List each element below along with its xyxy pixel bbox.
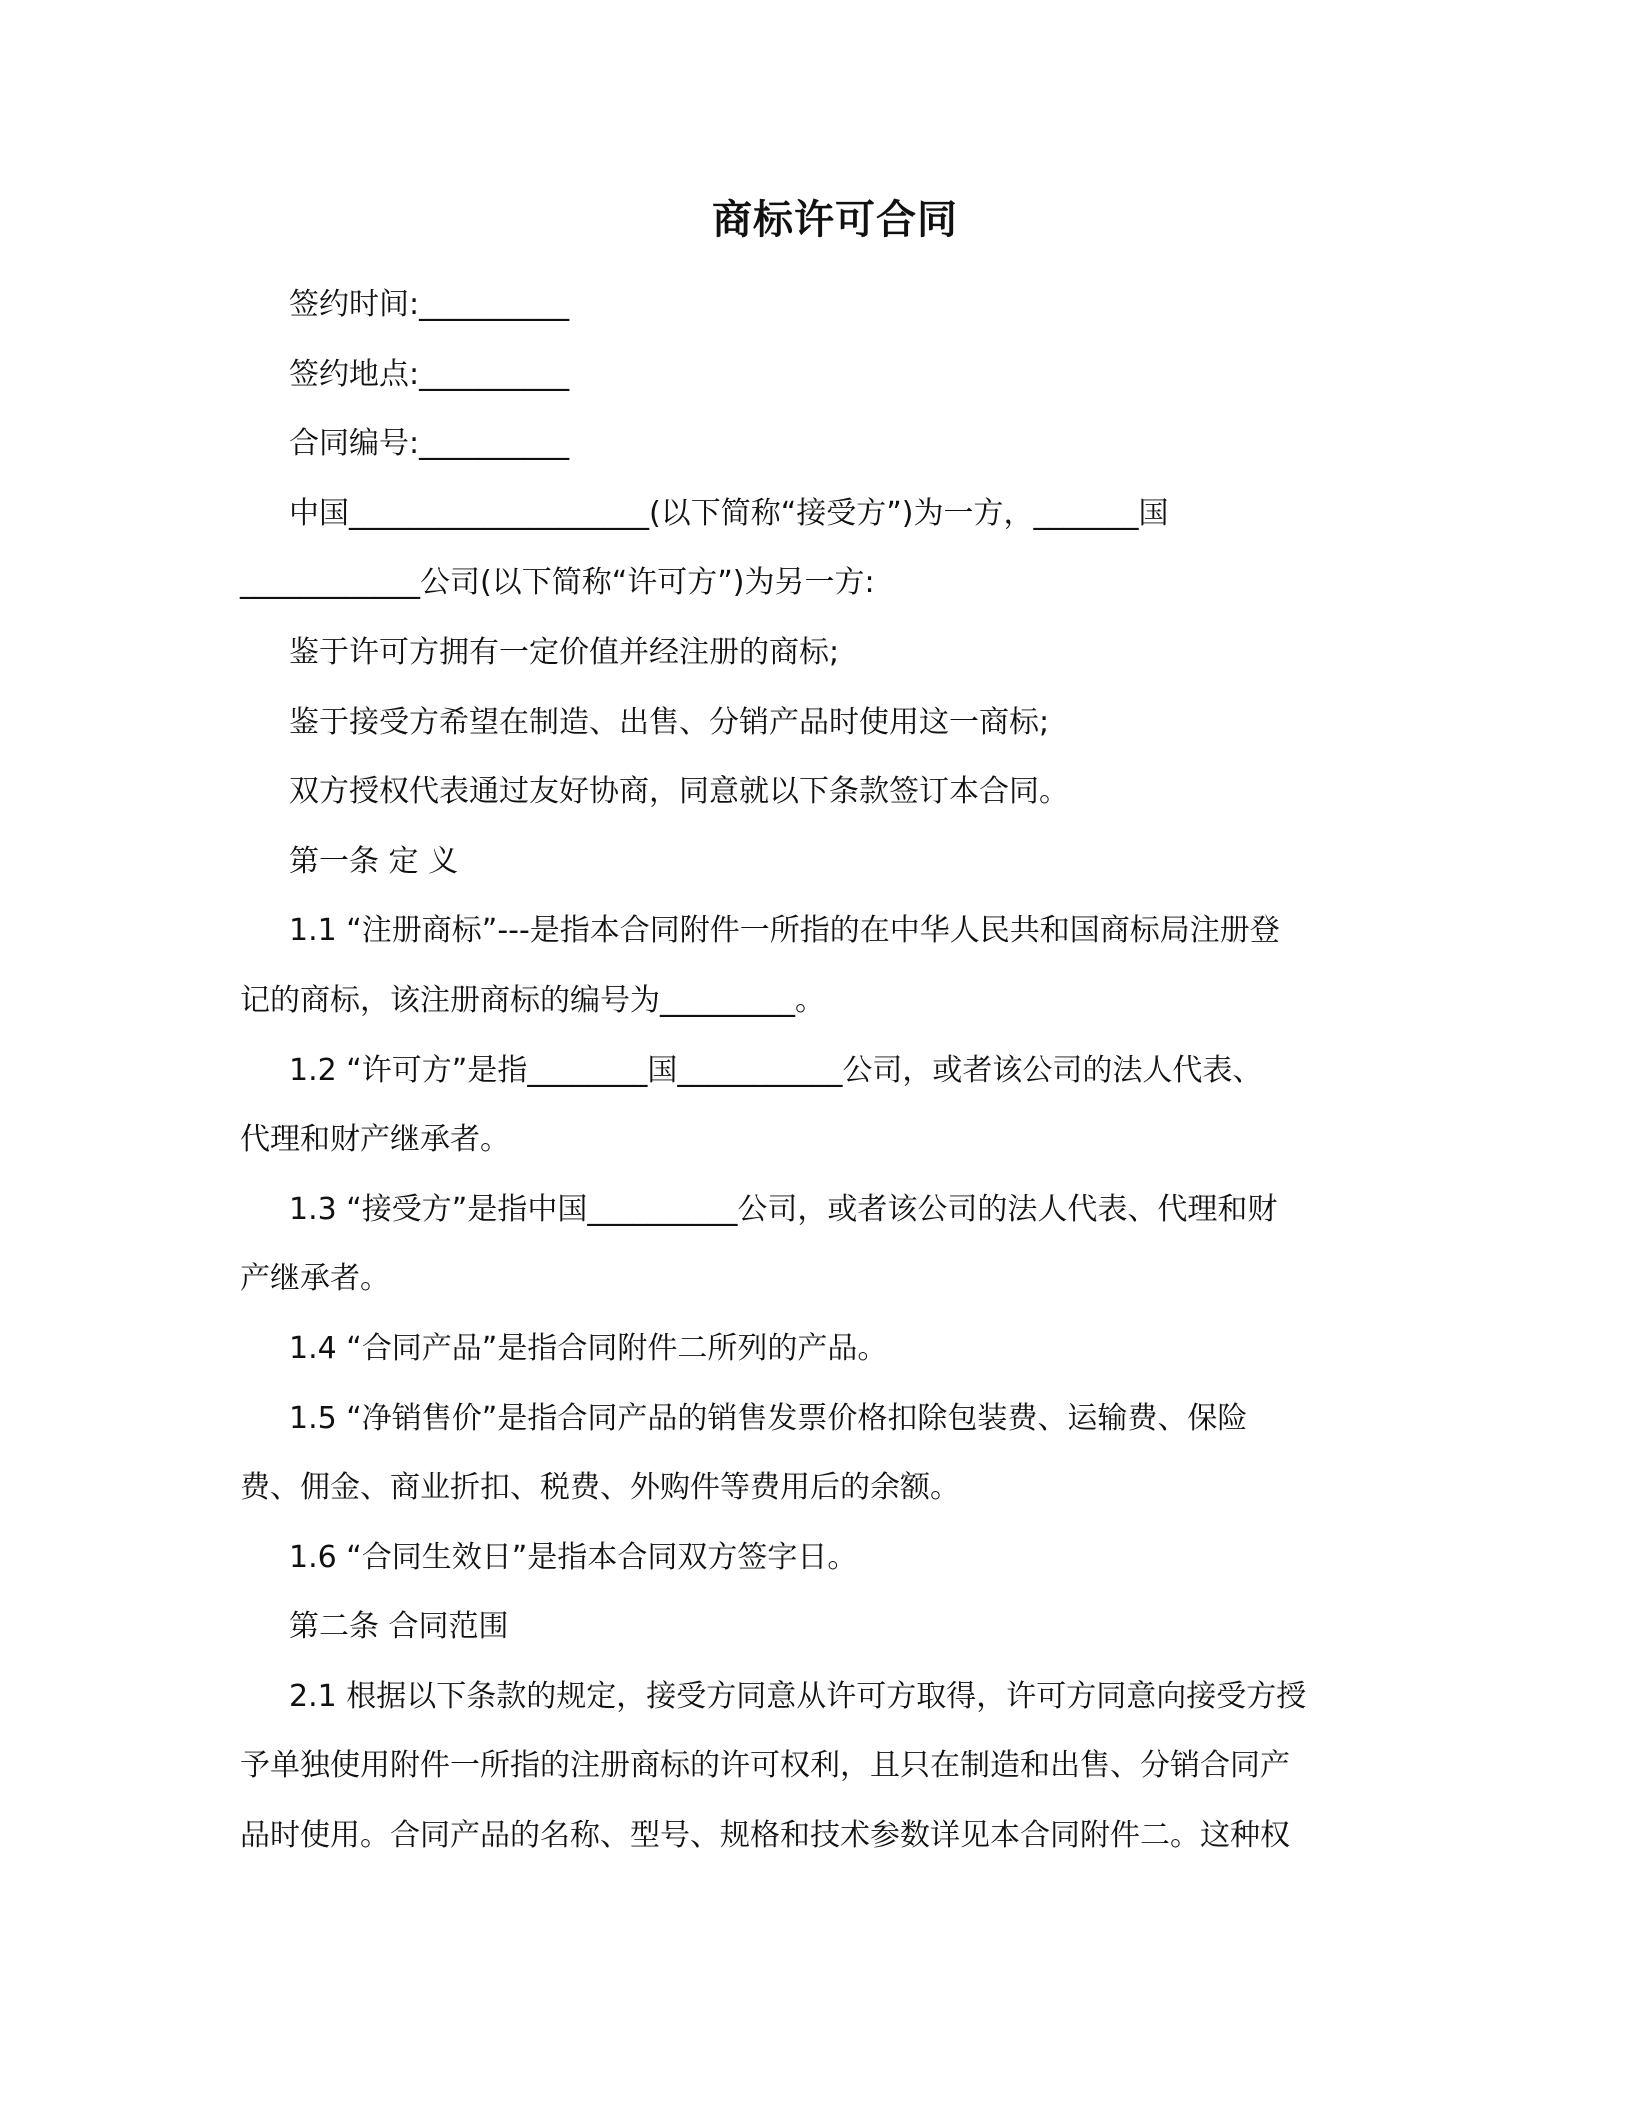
clause-1-2-line-1: 1.2 “许可方”是指________国___________公司，或者该公司的法人代表、 (289, 1052, 1263, 1088)
article-2-heading: 第二条 合同范围 (289, 1609, 509, 1645)
signing-time-line: 签约时间:__________ (289, 287, 570, 322)
clause-1-6: 1.6 “合同生效日”是指本合同双方签字日。 (289, 1539, 858, 1575)
parties-line-2: ____________公司(以下简称“许可方”)为另一方: (240, 565, 875, 601)
article-1-heading: 第一条 定 义 (289, 843, 459, 879)
clause-1-2-line-2: 代理和财产继承者。 (240, 1122, 510, 1158)
clause-1-1-line-2: 记的商标，该注册商标的编号为_________。 (240, 982, 825, 1018)
clause-1-3-line-2: 产继承者。 (240, 1261, 390, 1297)
clause-1-5-line-2: 费、佣金、商业折扣、税费、外购件等费用后的余额。 (240, 1470, 960, 1506)
clause-2-1-line-3: 品时使用。合同产品的名称、型号、规格和技术参数详见本合同附件二。这种权 (240, 1818, 1290, 1854)
parties-line-1: 中国____________________(以下简称“接受方”)为一方，_______国 (289, 495, 1169, 531)
clause-1-1-line-1: 1.1 “注册商标”---是指本合同附件一所指的在中华人民共和国商标局注册登 (289, 913, 1280, 949)
clause-2-1-line-1: 2.1 根据以下条款的规定，接受方同意从许可方取得，许可方同意向接受方授 (289, 1678, 1307, 1714)
clause-2-1-line-2: 予单独使用附件一所指的注册商标的许可权利，且只在制造和出售、分销合同产 (240, 1748, 1290, 1784)
signing-place-line: 签约地点:__________ (289, 356, 570, 392)
document-body (240, 270, 1390, 1871)
clause-1-5-line-1: 1.5 “净销售价”是指合同产品的销售发票价格扣除包装费、运输费、保险 (289, 1400, 1248, 1436)
recital-2: 鉴于接受方希望在制造、出售、分销产品时使用这一商标; (289, 704, 1050, 740)
clause-1-4: 1.4 “合同产品”是指合同附件二所列的产品。 (289, 1330, 888, 1366)
recital-1: 鉴于许可方拥有一定价值并经注册的商标; (289, 634, 840, 670)
contract-number-line: 合同编号:__________ (289, 426, 570, 462)
clause-1-3-line-1: 1.3 “接受方”是指中国__________公司，或者该公司的法人代表、代理和财 (289, 1191, 1278, 1227)
document-title: 商标许可合同 (712, 197, 958, 243)
recital-3: 双方授权代表通过友好协商，同意就以下条款签订本合同。 (289, 774, 1069, 810)
